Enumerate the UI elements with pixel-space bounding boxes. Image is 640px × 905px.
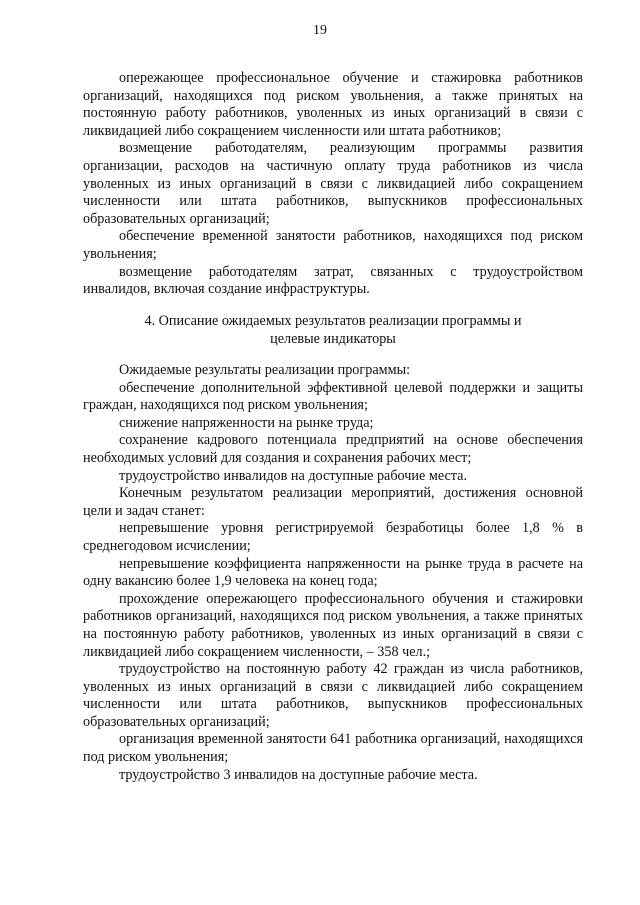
paragraph-temporary-employment-count: организация временной занятости 641 работника организаций, находящихся под риском увольнения; [83, 731, 583, 766]
paragraph-tension-coefficient: непревышение коэффициента напряженности на рынке труда в расчете на одну вакансию более 1,9 человека на конец года; [83, 555, 583, 590]
section-heading [83, 313, 583, 348]
paragraph-training-count: прохождение опережающего профессионального обучения и стажировки работников организаций, находящихся под риском увольнения, а также принятых на постоянную работу работников, уволенных из иных организаций в связи с ликвидацией либо сокращением численности, – 358 чел.; [83, 590, 583, 660]
page-number: 19 [313, 23, 327, 38]
paragraph-permanent-employment: трудоустройство на постоянную работу 42 граждан из числа работников, уволенных из иных организаций в связи с ликвидацией либо сокращением численности или штата работников, выпускников профессиональных образовательных организаций; [83, 661, 583, 730]
paragraph-unemployment-limit: непревышение уровня регистрируемой безработицы более 1,8 % в среднегодовом исчислении; [83, 520, 583, 554]
paragraph-disabled-jobs: трудоустройство инвалидов на доступные рабочие места. [119, 467, 468, 484]
section-heading-line-2: целевые индикаторы [270, 330, 396, 347]
paragraph-advanced-training: опережающее профессиональное обучение и стажировка работников организаций, находящихся под риском увольнения, а также принятых на постоянную работу работников, уволенных из иных организаций в связи с ликвидацией либо сокращением численности или штата работников; [83, 70, 583, 139]
section-heading-line-1: 4. Описание ожидаемых результатов реализации программы и [144, 313, 522, 329]
paragraph-disabled-employment-costs: возмещение работодателям затрат, связанных с трудоустройством инвалидов, включая создание инфраструктуры. [83, 263, 583, 298]
paragraph-disabled-employment-count: трудоустройство 3 инвалидов на доступные рабочие места. [119, 766, 478, 783]
paragraph-additional-support: обеспечение дополнительной эффективной целевой поддержки и защиты граждан, находящихся под риском увольнения; [83, 379, 583, 414]
paragraph-preserve-personnel: сохранение кадрового потенциала предприятий на основе обеспечения необходимых условий для создания и сохранения рабочих мест; [83, 432, 583, 466]
paragraph-final-result-intro: Конечным результатом реализации мероприятий, достижения основной цели и задач станет: [83, 485, 583, 519]
intro-text-block [83, 70, 583, 299]
results-text-block [83, 362, 583, 784]
paragraph-reduce-tension: снижение напряженности на рынке труда; [119, 414, 374, 431]
paragraph-employer-reimbursement: возмещение работодателям, реализующим программы развития организации, расходов на частичную оплату труда работников из числа уволенных из иных организаций в связи с ликвидацией либо сокращением численности или штата работников, выпускников профессиональных образовательных организаций; [83, 140, 583, 227]
paragraph-temporary-employment: обеспечение временной занятости работников, находящихся под риском увольнения; [83, 228, 583, 262]
paragraph-expected-results-intro: Ожидаемые результаты реализации программы: [119, 362, 411, 378]
